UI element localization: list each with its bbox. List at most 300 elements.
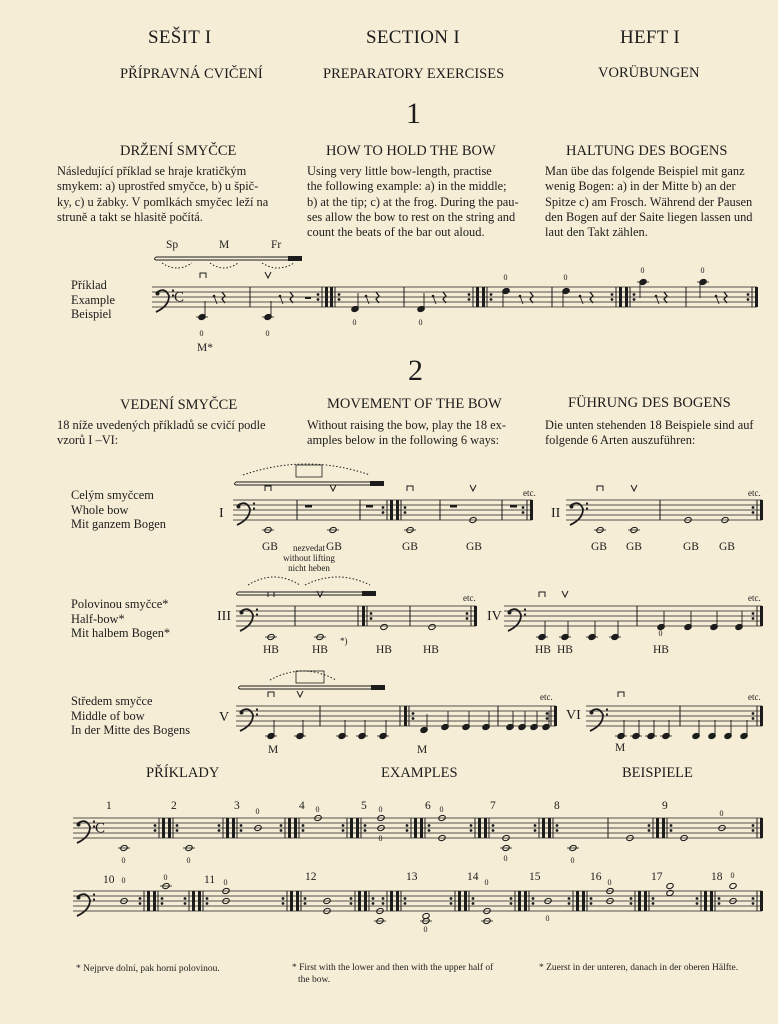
text-line: 18 níže uvedených příkladů se cvičí podle <box>57 418 266 432</box>
thick-bar-line <box>294 818 297 838</box>
thick-bar-line <box>364 891 367 911</box>
bass-clef-icon <box>240 711 244 715</box>
dotted-slur <box>243 464 370 475</box>
repeat-dot <box>370 617 373 620</box>
bow-diagram <box>237 592 239 595</box>
label-line: In der Mitte des Bogens <box>71 723 191 737</box>
gb-marker: GB <box>326 541 342 553</box>
repeat-dot <box>472 902 475 905</box>
thick-bar-line <box>478 818 481 838</box>
thick-bar-line <box>168 818 171 838</box>
example-number: 2 <box>171 800 177 812</box>
example-number: 1 <box>106 800 112 812</box>
thick-bar-line <box>325 287 328 307</box>
repeat-dot <box>752 902 755 905</box>
section-title-cz: SEŠIT I <box>148 27 212 48</box>
dotted-slur <box>248 577 300 585</box>
repeat-dot <box>532 897 535 900</box>
bow-frog <box>288 256 302 261</box>
open-string-mark: 0 <box>418 318 423 327</box>
label-line: Middle of bow <box>71 708 145 723</box>
open-string-mark: 0 <box>378 805 383 814</box>
thick-bar-line <box>662 818 665 838</box>
label-line: Beispiel <box>71 307 112 321</box>
thick-bar-line <box>530 500 533 520</box>
m-star-label: M* <box>197 342 213 354</box>
quarter-rest <box>590 292 593 303</box>
bass-clef-icon <box>253 507 255 509</box>
quarter-rest <box>530 292 533 303</box>
repeat-dot <box>747 298 750 301</box>
heading-en-2: MOVEMENT OF THE BOW <box>327 396 502 412</box>
bow-diagram <box>239 686 241 689</box>
hb-marker: HB <box>376 644 392 656</box>
hb-marker: HB <box>312 644 328 656</box>
note-head <box>380 623 388 630</box>
repeat-dot <box>282 902 285 905</box>
repeat-dot <box>630 897 633 900</box>
repeat-dot <box>412 712 415 715</box>
thick-bar-line <box>192 891 195 911</box>
repeat-dot <box>556 824 559 827</box>
bass-clef-icon <box>508 611 512 615</box>
repeat-dot <box>696 897 699 900</box>
repeat-dot <box>338 298 341 301</box>
repeat-dot <box>752 829 755 832</box>
thick-bar-line <box>704 891 707 911</box>
note-line: nicht heben <box>288 563 330 573</box>
repeat-dot <box>546 712 549 715</box>
repeat-dot <box>752 617 755 620</box>
example-number: 18 <box>711 871 723 883</box>
repeat-dot <box>372 902 375 905</box>
open-string-mark: 0 <box>570 856 575 865</box>
text-line: the following example: a) in the middle; <box>307 179 507 194</box>
quarter-rest <box>376 292 379 303</box>
label-line: Example <box>71 292 116 307</box>
thick-bar-line <box>760 606 763 626</box>
footnote-ref: *) <box>340 636 348 646</box>
thick-bar-line <box>232 818 235 838</box>
quarter-rest <box>724 292 727 303</box>
repeat-dot <box>206 897 209 900</box>
bow-diagram <box>155 257 157 260</box>
subtitle-cz: PŘÍPRAVNÁ CVIČENÍ <box>120 66 263 82</box>
open-string-mark: 0 <box>439 805 444 814</box>
bass-clef-icon <box>524 613 526 615</box>
repeat-dot <box>404 902 407 905</box>
subtitle-de: VORÜBUNGEN <box>598 65 700 81</box>
thick-bar-line <box>644 891 647 911</box>
repeat-dot <box>652 897 655 900</box>
repeat-dot <box>206 902 209 905</box>
repeat-dot <box>304 897 307 900</box>
example-number: 5 <box>361 800 367 812</box>
dotted-slur <box>262 263 294 268</box>
gb-marker: GB <box>719 541 735 553</box>
repeat-dot <box>450 897 453 900</box>
bass-clef-icon <box>156 292 160 296</box>
bow-frog <box>362 591 376 596</box>
thick-bar-line <box>476 287 479 307</box>
repeat-dot <box>752 506 755 509</box>
down-bow-icon <box>268 692 274 697</box>
open-string-mark: 0 <box>640 266 645 275</box>
repeat-dot <box>510 902 513 905</box>
pattern-vi-label: VI <box>566 708 581 723</box>
open-string-mark: 0 <box>545 914 550 923</box>
section-title-de: HEFT I <box>620 27 681 48</box>
hb-marker: HB <box>653 644 669 656</box>
repeat-dot <box>568 897 571 900</box>
repeat-dot <box>184 902 187 905</box>
etc-marker: etc. <box>540 692 553 702</box>
part-number-2: 2 <box>408 354 423 387</box>
repeat-dot <box>139 902 142 905</box>
thick-bar-line <box>362 606 365 626</box>
repeat-dot <box>718 897 721 900</box>
repeat-dot <box>428 824 431 827</box>
thick-bar-line <box>554 706 557 726</box>
thick-bar-line <box>474 606 477 626</box>
thick-bar-line <box>482 287 485 307</box>
repeat-dot <box>280 824 283 827</box>
thick-bar-line <box>296 891 299 911</box>
repeat-dot <box>630 902 633 905</box>
up-bow-icon <box>562 591 568 597</box>
thick-bar-line <box>582 891 585 911</box>
open-string-mark: 0 <box>719 809 724 818</box>
thick-bar-line <box>524 891 527 911</box>
example-number: 14 <box>467 871 479 883</box>
example-number: 3 <box>234 800 240 812</box>
repeat-dot <box>382 506 385 509</box>
text-line: ses allow the bow to rest on the string and <box>307 209 516 224</box>
bass-clef-icon <box>256 713 258 715</box>
text-line: Spitze c) am Frosch. Während der Pausen <box>545 194 753 209</box>
thick-bar-line <box>290 891 293 911</box>
label-line: Polovinou smyčce* <box>71 597 169 611</box>
thick-bar-line <box>330 287 333 307</box>
open-string-mark: 0 <box>186 856 191 865</box>
pattern-v-label: V <box>219 710 230 725</box>
bass-clef-icon <box>77 823 81 827</box>
footnote-de: * Zuerst in der unteren, danach in der oberen Hälfte. <box>539 963 739 973</box>
example-number: 11 <box>204 874 216 886</box>
label-line: Celým smyčcem <box>71 488 154 502</box>
repeat-dot <box>492 829 495 832</box>
example-number: 17 <box>651 871 663 883</box>
repeat-dot <box>546 717 549 720</box>
open-string-mark: 0 <box>121 876 126 885</box>
text-line: b) at the tip; c) at the frog. During the pau- <box>307 194 519 209</box>
thick-bar-line <box>484 818 487 838</box>
example-number: 10 <box>103 874 115 886</box>
thick-bar-line <box>458 891 461 911</box>
repeat-dot <box>633 298 636 301</box>
down-bow-icon <box>618 692 624 697</box>
etc-marker: etc. <box>748 692 761 702</box>
m-marker: M <box>615 742 626 754</box>
bass-clef-icon <box>586 502 588 504</box>
bass-clef-icon <box>606 713 608 715</box>
down-bow-icon <box>597 486 603 491</box>
repeat-dot <box>752 717 755 720</box>
m-box <box>296 671 324 683</box>
open-string-mark: 0 <box>378 834 383 843</box>
part-number-1: 1 <box>406 97 421 130</box>
example-number: 16 <box>590 871 602 883</box>
repeat-dot <box>670 824 673 827</box>
text-line: Man übe das folgende Beispiel mit ganz <box>545 164 745 178</box>
repeat-dot <box>470 829 473 832</box>
text-line: den Bogen auf der Saite liegen lassen und <box>545 209 753 224</box>
label-line: Příklad <box>71 278 107 292</box>
open-string-mark: 0 <box>563 273 568 282</box>
bass-clef-icon <box>570 505 574 509</box>
repeat-dot <box>372 897 375 900</box>
repeat-dot <box>240 829 243 832</box>
repeat-dot <box>696 902 699 905</box>
bass-clef-icon <box>237 505 241 509</box>
up-bow-icon <box>330 485 336 491</box>
example-number: 9 <box>662 800 668 812</box>
bass-clef-icon <box>256 613 258 615</box>
text-line: count the beats of the bar out aloud. <box>307 225 485 240</box>
note-head <box>666 889 674 896</box>
thick-bar-line <box>198 891 201 911</box>
thick-bar-line <box>356 818 359 838</box>
down-bow-icon <box>200 273 206 278</box>
whole-rest <box>366 505 373 508</box>
bass-clef-icon <box>77 896 81 900</box>
text-line: Die unten stehenden 18 Beispiele sind auf <box>545 418 754 432</box>
etc-marker: etc. <box>523 488 536 498</box>
common-time-icon: C <box>95 820 106 837</box>
whole-rest <box>450 505 457 508</box>
up-bow-icon <box>297 691 303 697</box>
note-head <box>666 882 674 889</box>
bow-mark-frog: Fr <box>271 239 282 251</box>
examples-heading-en: EXAMPLES <box>381 765 458 781</box>
dotted-slur <box>270 671 336 680</box>
bass-clef-icon <box>590 711 594 715</box>
thick-bar-line <box>755 287 758 307</box>
repeat-dot <box>611 293 614 296</box>
thick-bar-line <box>147 891 150 911</box>
example-number: 12 <box>305 871 317 883</box>
gb-marker: GB <box>683 541 699 553</box>
repeat-dot <box>611 298 614 301</box>
thick-bar-line <box>358 891 361 911</box>
repeat-dot <box>302 824 305 827</box>
text-line: wenig Bogen: a) in der Mitte b) an der <box>545 179 736 194</box>
repeat-dot <box>218 829 221 832</box>
repeat-dot <box>161 902 164 905</box>
up-bow-icon <box>470 485 476 491</box>
thick-bar-line <box>390 500 393 520</box>
repeat-dot <box>404 897 407 900</box>
thick-bar-line <box>625 287 628 307</box>
note-head <box>729 882 737 889</box>
note-head <box>428 623 436 630</box>
dotted-slur <box>162 263 192 268</box>
bow-mark-middle: M <box>219 239 230 251</box>
repeat-dot <box>139 897 142 900</box>
gb-marker: GB <box>591 541 607 553</box>
section-title-en: SECTION I <box>366 27 460 48</box>
example-number: 8 <box>554 800 560 812</box>
repeat-dot <box>522 506 525 509</box>
open-string-mark: 0 <box>265 329 270 338</box>
thick-bar-line <box>638 891 641 911</box>
open-string-mark: 0 <box>121 856 126 865</box>
thick-bar-line <box>162 818 165 838</box>
examples-heading-cz: PŘÍKLADY <box>146 765 220 781</box>
repeat-dot <box>404 506 407 509</box>
half-rest <box>305 297 311 299</box>
footnote-line: * First with the lower and then with the upper half of <box>292 963 494 973</box>
label-line: Středem smyčce <box>71 694 153 708</box>
repeat-dot <box>350 897 353 900</box>
example-number: 15 <box>529 871 541 883</box>
repeat-dot <box>342 829 345 832</box>
repeat-dot <box>338 293 341 296</box>
text-line: vzorů I –VI: <box>57 433 119 448</box>
bass-clef-icon <box>93 898 95 900</box>
open-string-mark: 0 <box>658 629 663 638</box>
repeat-dot <box>490 293 493 296</box>
thick-bar-line <box>350 818 353 838</box>
repeat-dot <box>752 612 755 615</box>
text-line: Následující příklad se hraje kratičkým <box>57 164 247 178</box>
hb-marker: HB <box>557 644 573 656</box>
open-string-mark: 0 <box>423 925 428 934</box>
repeat-dot <box>412 717 415 720</box>
label-line: Mit ganzem Bogen <box>71 517 166 531</box>
repeat-dot <box>218 824 221 827</box>
repeat-dot <box>670 829 673 832</box>
thick-bar-line <box>153 891 156 911</box>
thick-bar-line <box>760 891 763 911</box>
repeat-dot <box>466 617 469 620</box>
repeat-dot <box>633 293 636 296</box>
pattern-ii-label: II <box>551 506 561 521</box>
heading-cz-2: VEDENÍ SMYČCE <box>120 397 238 413</box>
note-line: nezvedat <box>293 543 325 553</box>
thick-bar-line <box>518 891 521 911</box>
thick-bar-line <box>576 891 579 911</box>
thick-bar-line <box>464 891 467 911</box>
heading-en-1: HOW TO HOLD THE BOW <box>326 143 496 159</box>
m-marker: M <box>417 744 428 756</box>
thick-bar-line <box>760 818 763 838</box>
repeat-dot <box>534 824 537 827</box>
hb-marker: HB <box>423 644 439 656</box>
open-string-mark: 0 <box>484 878 489 887</box>
thick-bar-line <box>404 706 407 726</box>
pattern-i-label: I <box>219 506 224 521</box>
bass-clef-icon <box>256 708 258 710</box>
open-string-mark: 0 <box>223 878 228 887</box>
repeat-dot <box>590 902 593 905</box>
up-bow-icon <box>265 272 271 278</box>
m-marker: M <box>268 744 279 756</box>
dotted-slur <box>305 577 370 585</box>
repeat-dot <box>492 824 495 827</box>
pattern-iii-label: III <box>217 609 231 624</box>
etc-marker: etc. <box>748 488 761 498</box>
examples-heading-de: BEISPIELE <box>622 765 693 781</box>
heading-de-2: FÜHRUNG DES BOGENS <box>568 395 731 411</box>
heading-de-1: HALTUNG DES BOGENS <box>566 143 728 159</box>
repeat-dot <box>406 829 409 832</box>
quarter-rest <box>664 292 667 303</box>
repeat-dot <box>364 824 367 827</box>
quarter-rest <box>443 292 446 303</box>
repeat-dot <box>556 829 559 832</box>
repeat-dot <box>747 293 750 296</box>
bass-clef-icon <box>524 608 526 610</box>
thick-bar-line <box>226 818 229 838</box>
gb-box <box>296 465 322 477</box>
down-bow-icon <box>407 486 413 491</box>
repeat-dot <box>718 902 721 905</box>
text-line: smykem: a) uprostřed smyčce, b) u špič- <box>57 179 259 194</box>
example-number: 7 <box>490 800 496 812</box>
thick-bar-line <box>656 818 659 838</box>
footnote-line: the bow. <box>298 975 331 985</box>
bass-clef-icon <box>586 507 588 509</box>
thick-bar-line <box>760 706 763 726</box>
bow-diagram <box>235 482 237 485</box>
whole-rest <box>305 505 312 508</box>
bass-clef-icon <box>240 611 244 615</box>
example-number: 6 <box>425 800 431 812</box>
etc-marker: etc. <box>748 593 761 603</box>
repeat-dot <box>364 829 367 832</box>
example-number: 13 <box>406 871 418 883</box>
text-line: folgende 6 Arten auszuführen: <box>545 433 696 448</box>
bass-clef-icon <box>256 608 258 610</box>
repeat-dot <box>468 298 471 301</box>
open-string-mark: 0 <box>163 873 168 882</box>
gb-marker: GB <box>626 541 642 553</box>
bow-frog <box>370 481 384 486</box>
repeat-dot <box>468 293 471 296</box>
quarter-rest <box>222 292 225 303</box>
repeat-dot <box>302 829 305 832</box>
repeat-dot <box>510 897 513 900</box>
open-string-mark: 0 <box>199 329 204 338</box>
thick-bar-line <box>288 818 291 838</box>
repeat-dot <box>317 293 320 296</box>
bass-clef-icon <box>93 893 95 895</box>
open-string-mark: 0 <box>255 807 260 816</box>
repeat-dot <box>648 829 651 832</box>
repeat-dot <box>382 897 385 900</box>
repeat-dot <box>752 824 755 827</box>
repeat-dot <box>342 824 345 827</box>
repeat-dot <box>154 829 157 832</box>
label-line: Whole bow <box>71 502 129 517</box>
repeat-dot <box>382 902 385 905</box>
etc-marker: etc. <box>463 593 476 603</box>
repeat-dot <box>752 511 755 514</box>
bass-clef-icon <box>253 502 255 504</box>
label-line: Half-bow* <box>71 611 125 626</box>
text-line: ky, c) u žabky. V pomlkách smyčec leží na <box>57 194 269 209</box>
